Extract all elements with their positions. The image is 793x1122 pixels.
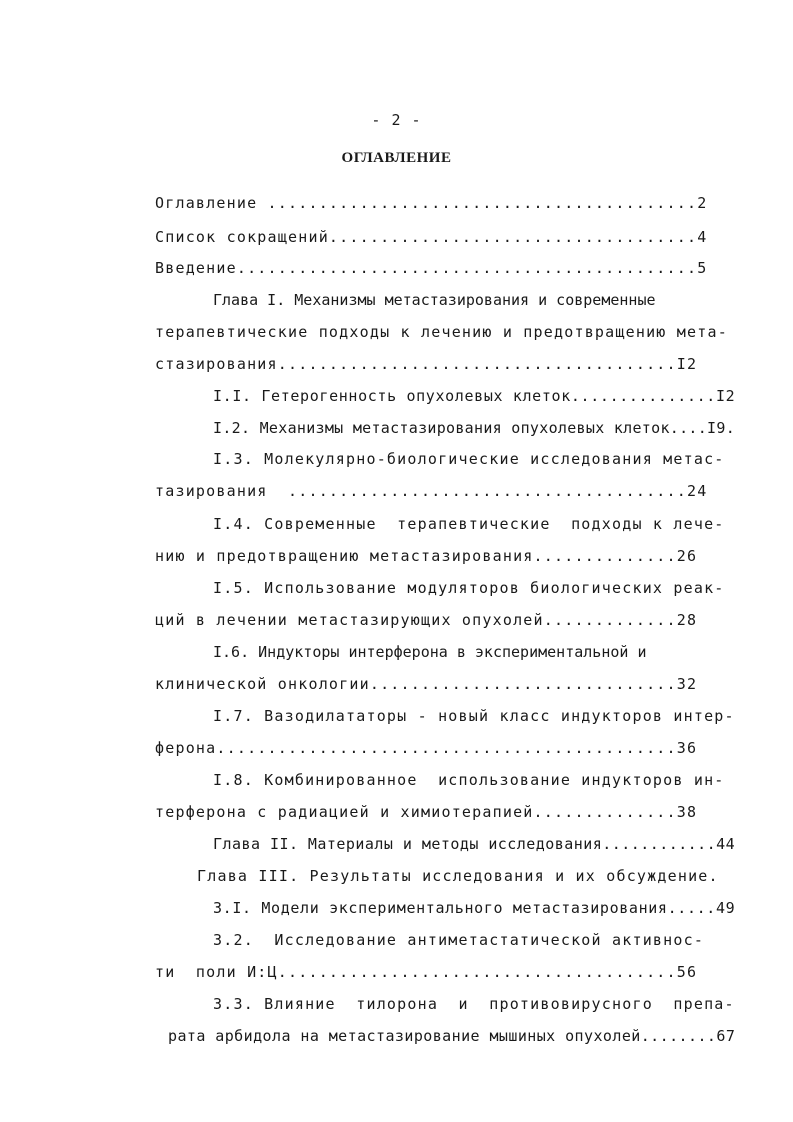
toc-line: I.2. Механизмы метастазирования опухолевых клеток....I9. xyxy=(213,419,736,437)
toc-title: ОГЛАВЛЕНИЕ xyxy=(341,150,452,166)
toc-line: 3.I. Модели экспериментального метастазирования.....49 xyxy=(213,899,736,917)
toc-line: терапевтические подходы к лечению и предотвращению мета- xyxy=(155,323,728,341)
page-number: - 2 - xyxy=(371,111,422,129)
toc-line: терферона с радиацией и химиотерапией..............38 xyxy=(155,803,698,821)
toc-line: I.8. Комбинированное использование индукторов ин- xyxy=(213,771,725,789)
toc-line: 3.2. Исследование антиметастатической активнос- xyxy=(213,931,705,949)
toc-line: Глава III. Результаты исследования и их обсуждение. xyxy=(197,867,719,885)
toc-line: ферона.............................................36 xyxy=(155,739,698,757)
toc-line: I.6. Индукторы интерферона в экспериментальной и xyxy=(213,643,647,661)
toc-line: I.3. Молекулярно-биологические исследования метас- xyxy=(213,450,725,468)
toc-line: ти поли И:Ц.......................................56 xyxy=(155,963,698,981)
toc-line: Список сокращений....................................4 xyxy=(155,228,708,246)
toc-line: I.5. Использование модуляторов биологических реак- xyxy=(213,579,725,597)
toc-line: Глава I. Механизмы метастазирования и современные xyxy=(213,291,656,309)
toc-line: Оглавление ..........................................2 xyxy=(155,194,708,212)
toc-line: рата арбидола на метастазирование мышиных опухолей........67 xyxy=(168,1027,736,1045)
toc-line: 3.3. Влияние тилорона и противовирусного препа- xyxy=(213,995,735,1013)
toc-line: нию и предотвращению метастазирования..............26 xyxy=(155,547,698,565)
toc-line: клинической онкологии..............................32 xyxy=(155,675,698,693)
toc-line: Введение.............................................5 xyxy=(155,259,708,277)
toc-line: стазирования.......................................I2 xyxy=(155,355,698,373)
toc-line: I.I. Гетерогенность опухолевых клеток...............I2 xyxy=(213,387,736,405)
toc-line: тазирования .......................................24 xyxy=(155,482,708,500)
toc-line: I.7. Вазодилататоры - новый класс индукторов интер- xyxy=(213,707,735,725)
toc-line: ций в лечении метастазирующих опухолей.............28 xyxy=(155,611,698,629)
toc-line: I.4. Современные терапевтические подходы к лече- xyxy=(213,515,725,533)
toc-line: Глава II. Материалы и методы исследования............44 xyxy=(213,835,736,853)
